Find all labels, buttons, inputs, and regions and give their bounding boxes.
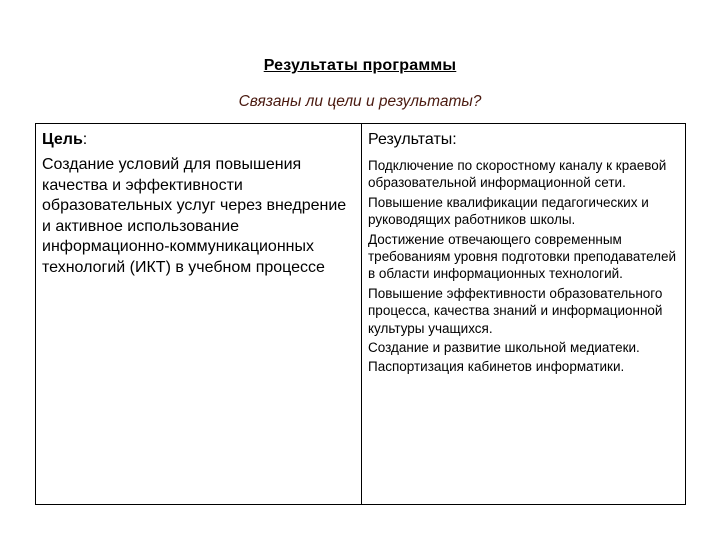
results-header-colon: :	[452, 131, 457, 148]
result-item: Повышение эффективности образовательного процесса, качества знаний и информационной культуры учащихся.	[368, 285, 663, 336]
goal-header-colon: :	[82, 131, 88, 148]
result-item: Создание и развитие школьной медиатеки.	[368, 340, 640, 356]
goal-column	[36, 124, 362, 504]
result-item: Достижение отвечающего современным требованиям уровня подготовки преподавателей в области информационных технологий.	[368, 231, 677, 282]
goal-text: Создание условий для повышения качества и эффективности образовательных услуг через внедрение и активное использование информационно-коммуникационных технологий (ИКТ) в учебном процессе	[42, 156, 347, 276]
result-item: Паспортизация кабинетов информатики.	[368, 359, 625, 375]
results-header	[368, 130, 679, 150]
result-item: Повышение квалификации педагогических и руководящих работников школы.	[368, 194, 649, 228]
goal-header-label: Цель	[42, 131, 83, 148]
goal-header	[42, 130, 355, 150]
results-column	[362, 124, 685, 504]
goals-results-table	[35, 123, 686, 505]
slide-title: Результаты программы	[263, 57, 457, 74]
result-item: Подключение по скоростному каналу к краевой образовательной информационной сети.	[368, 158, 667, 191]
slide-subtitle: Связаны ли цели и результаты?	[238, 93, 482, 110]
results-header-label: Результаты	[368, 131, 453, 148]
